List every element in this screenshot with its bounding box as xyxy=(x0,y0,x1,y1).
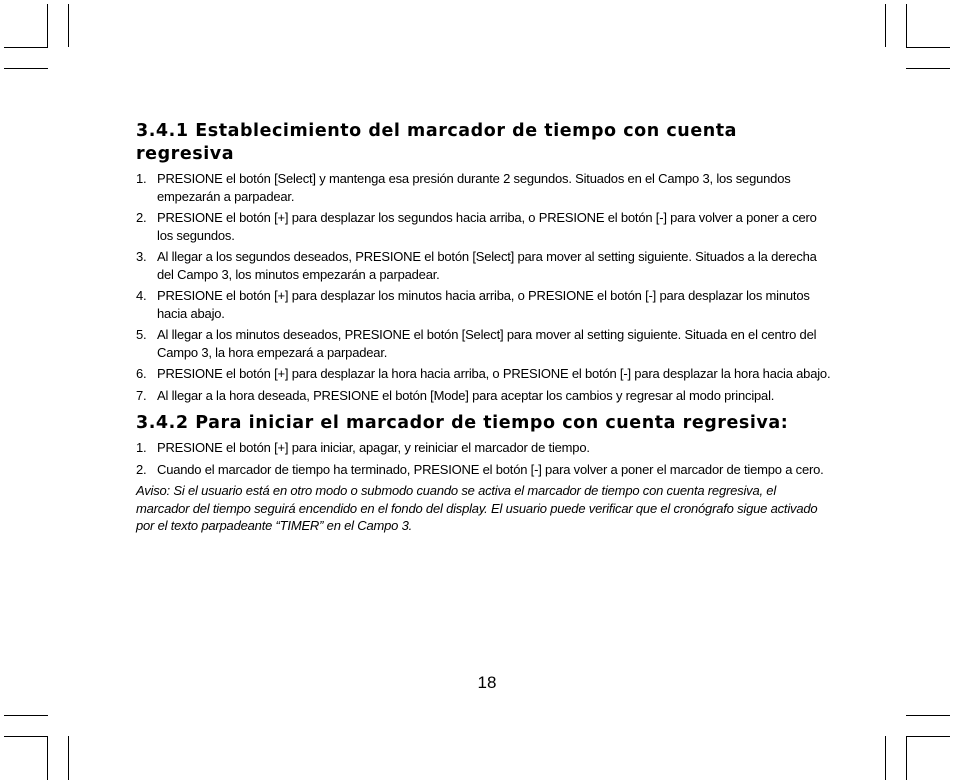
list-item xyxy=(136,365,832,383)
page-content xyxy=(136,120,832,535)
crop-mark xyxy=(906,4,907,47)
list-item xyxy=(136,209,832,244)
list-item-text: PRESIONE el botón [+] para desplazar los minutos hacia arriba, o PRESIONE el botón [-] para desplazar los minutos hacia abajo. xyxy=(157,288,810,321)
crop-mark xyxy=(885,4,886,47)
list-item-number: 1. xyxy=(136,171,147,186)
crop-mark xyxy=(906,715,950,716)
list-item xyxy=(136,287,832,322)
aviso-note: Aviso: Si el usuario está en otro modo o submodo cuando se activa el marcador de tiempo con cuenta regresiva, el marcador del tiempo seguirá encendido en el fondo del display. El usuario puede verificar que el cronógrafo sigue activado por el texto parpadeante “TIMER” en el Campo 3. xyxy=(136,483,818,533)
list-item-text: Cuando el marcador de tiempo ha terminado, PRESIONE el botón [-] para volver a poner el marcador de tiempo a cero. xyxy=(157,461,824,477)
crop-mark xyxy=(906,47,950,48)
steps-list-3-4-2 xyxy=(136,439,832,478)
crop-mark xyxy=(47,736,48,780)
list-item-number: 6. xyxy=(136,366,147,381)
list-item-number: 5. xyxy=(136,327,147,342)
crop-mark xyxy=(4,47,48,48)
list-item-number: 3. xyxy=(136,249,147,264)
list-item-number: 2. xyxy=(136,210,147,225)
list-item xyxy=(136,387,832,405)
section-heading-3-4-1: 3.4.1 Establecimiento del marcador de tiempo con cuenta regresiva xyxy=(136,121,738,164)
list-item-text: PRESIONE el botón [Select] y mantenga esa presión durante 2 segundos. Situados en el Campo 3, los segundos empezarán a parpadear. xyxy=(157,171,791,204)
crop-mark xyxy=(906,736,907,780)
list-item-text: PRESIONE el botón [+] para iniciar, apagar, y reiniciar el marcador de tiempo. xyxy=(157,440,590,455)
list-item-text: PRESIONE el botón [+] para desplazar la hora hacia arriba, o PRESIONE el botón [-] para desplazar la hora hacia abajo. xyxy=(157,366,831,381)
list-item-number: 1. xyxy=(136,440,147,455)
list-item-text: Al llegar a los minutos deseados, PRESIONE el botón [Select] para mover al setting siguiente. Situada en el centro del Campo 3, la hora empezará a parpadear. xyxy=(157,327,817,360)
crop-mark xyxy=(68,4,69,47)
list-item-text: Al llegar a los segundos deseados, PRESIONE el botón [Select] para mover al setting siguiente. Situados a la derecha del Campo 3, los minutos empezarán a parpadear. xyxy=(157,249,817,282)
list-item-number: 4. xyxy=(136,288,147,303)
section-heading-3-4-2: 3.4.2 Para iniciar el marcador de tiempo con cuenta regresiva: xyxy=(136,413,789,433)
crop-mark xyxy=(4,68,48,69)
list-item-number: 7. xyxy=(136,387,147,403)
crop-mark xyxy=(4,715,48,716)
list-item xyxy=(136,248,832,283)
list-item xyxy=(136,326,832,361)
list-item xyxy=(136,170,832,205)
crop-mark xyxy=(906,68,950,69)
list-item xyxy=(136,439,832,457)
crop-mark xyxy=(68,736,69,780)
crop-mark xyxy=(4,736,48,737)
list-item-text: Al llegar a la hora deseada, PRESIONE el botón [Mode] para aceptar los cambios y regresar al modo principal. xyxy=(157,387,775,403)
list-item-number: 2. xyxy=(136,461,147,477)
list-item-text: PRESIONE el botón [+] para desplazar los segundos hacia arriba, o PRESIONE el botón [-] para volver a poner a cero los segundos. xyxy=(157,210,817,243)
page-number: 18 xyxy=(477,673,497,692)
crop-mark xyxy=(885,736,886,780)
steps-list-3-4-1 xyxy=(136,170,832,404)
crop-mark xyxy=(906,736,950,737)
crop-mark xyxy=(47,4,48,47)
list-item xyxy=(136,461,832,479)
